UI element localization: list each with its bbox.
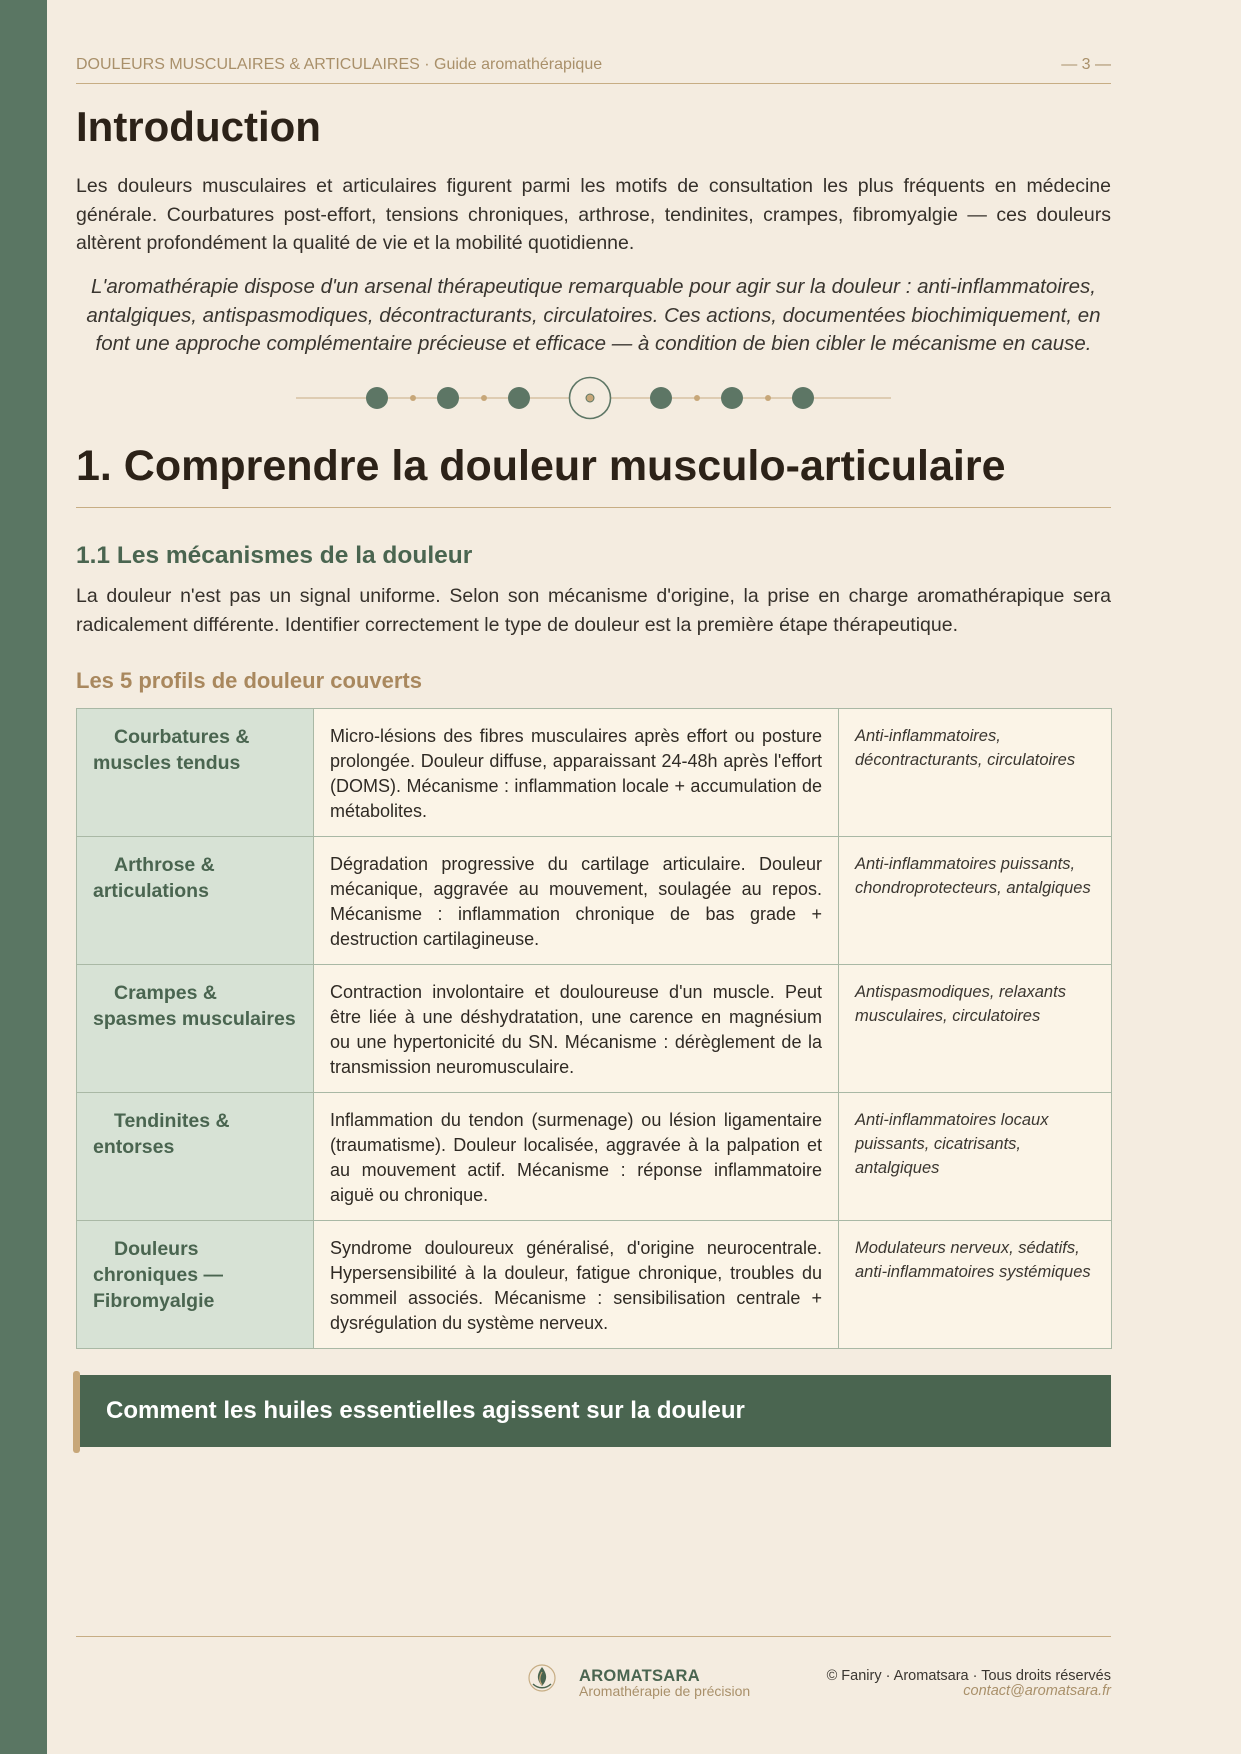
brand-tagline: Aromathérapie de précision <box>579 1683 751 1699</box>
table-row <box>77 1221 1112 1349</box>
table-row <box>77 709 1112 837</box>
profile-actions: Antispasmodiques, relaxants musculaires, circulatoires <box>839 965 1112 1093</box>
profile-name: Tendinites & entorses <box>77 1093 314 1221</box>
running-header <box>76 54 1111 84</box>
table-row <box>77 1093 1112 1221</box>
profile-description: Contraction involontaire et douloureuse d'un muscle. Peut être liée à une déshydratation, une carence en magnésium ou une hypertonicité du SN. Mécanisme : dérèglement de la transmission neuromusculaire. <box>314 965 839 1093</box>
contact-email[interactable]: contact@aromatsara.fr <box>963 1683 1111 1699</box>
brand-name: AROMATSARA <box>579 1667 700 1685</box>
copyright-notice: © Faniry · Aromatsara · Tous droits réservés <box>826 1668 1111 1684</box>
leaf-drop-icon <box>526 1662 558 1694</box>
intro-paragraph: Les douleurs musculaires et articulaires figurent parmi les motifs de consultation les plus fréquents en médecine générale. Courbatures post-effort, tensions chroniques, arthrose, tendinites, crampes, fibromyalgie — ces douleurs altèrent profondément la qualité de vie et la mobilité quotidienne. <box>76 175 1111 254</box>
profile-name: Courbatures & muscles tendus <box>77 709 314 837</box>
footer-divider <box>76 1636 1111 1637</box>
profile-actions: Anti-inflammatoires locaux puissants, cicatrisants, antalgiques <box>839 1093 1112 1221</box>
profile-description: Syndrome douloureux généralisé, d'origine neurocentrale. Hypersensibilité à la douleur, fatigue chronique, troubles du sommeil associés. Mécanisme : sensibilisation centrale + dysrégulation du système nerveux. <box>314 1221 839 1349</box>
profile-description: Dégradation progressive du cartilage articulaire. Douleur mécanique, aggravée au mouvement, soulagée au repos. Mécanisme : inflammation chronique de bas grade + destruction cartilagineuse. <box>314 837 839 965</box>
profile-description: Inflammation du tendon (surmenage) ou lésion ligamentaire (traumatisme). Douleur localisée, aggravée à la palpation et au mouvement actif. Mécanisme : réponse inflammatoire aiguë ou chronique. <box>314 1093 839 1221</box>
page-number: — 3 — <box>1061 56 1111 73</box>
intro-title: Introduction <box>76 103 321 150</box>
subsection-paragraph: La douleur n'est pas un signal uniforme. Selon son mécanisme d'origine, la prise en charge aromathérapique sera radicalement différente. Identifier correctement le type de douleur est la première étape thérapeutique. <box>76 585 1111 636</box>
profile-actions: Anti-inflammatoires puissants, chondroprotecteurs, antalgiques <box>839 837 1112 965</box>
running-title: DOULEURS MUSCULAIRES & ARTICULAIRES · Guide aromathérapique <box>76 56 603 73</box>
subsection-title: 1.1 Les mécanismes de la douleur <box>76 542 473 569</box>
profiles-title: Les 5 profils de douleur couverts <box>76 668 422 693</box>
profile-actions: Anti-inflammatoires, décontracturants, circulatoires <box>839 709 1112 837</box>
profile-actions: Modulateurs nerveux, sédatifs, anti-inflammatoires systémiques <box>839 1221 1112 1349</box>
section-divider <box>76 507 1111 508</box>
profile-description: Micro-lésions des fibres musculaires après effort ou posture prolongée. Douleur diffuse, apparaissant 24-48h après l'effort (DOMS). Mécanisme : inflammation locale + accumulation de métabolites. <box>314 709 839 837</box>
intro-quote: L'aromathérapie dispose d'un arsenal thérapeutique remarquable pour agir sur la douleur : anti-inflammatoires, antalgiques, antispasmodiques, décontracturants, circulatoires. Ces actions, documentées biochimiquement, en font une approche complémentaire précieuse et efficace — à condition de bien cibler le mécanisme en cause. <box>86 275 1101 355</box>
side-bar <box>0 0 47 1754</box>
callout-banner <box>76 1375 1111 1447</box>
table-row <box>77 837 1112 965</box>
profile-name: Crampes & spasmes musculaires <box>77 965 314 1093</box>
callout-title: Comment les huiles essentielles agissent sur la douleur <box>106 1397 745 1424</box>
profiles-table <box>76 708 1112 1349</box>
profile-name: Arthrose & articulations <box>77 837 314 965</box>
callout-accent-bar <box>73 1371 80 1453</box>
profile-name: Douleurs chroniques — Fibromyalgie <box>77 1221 314 1349</box>
table-row <box>77 965 1112 1093</box>
section-title: 1. Comprendre la douleur musculo-articulaire <box>76 442 1006 490</box>
ornament-divider <box>296 375 891 421</box>
